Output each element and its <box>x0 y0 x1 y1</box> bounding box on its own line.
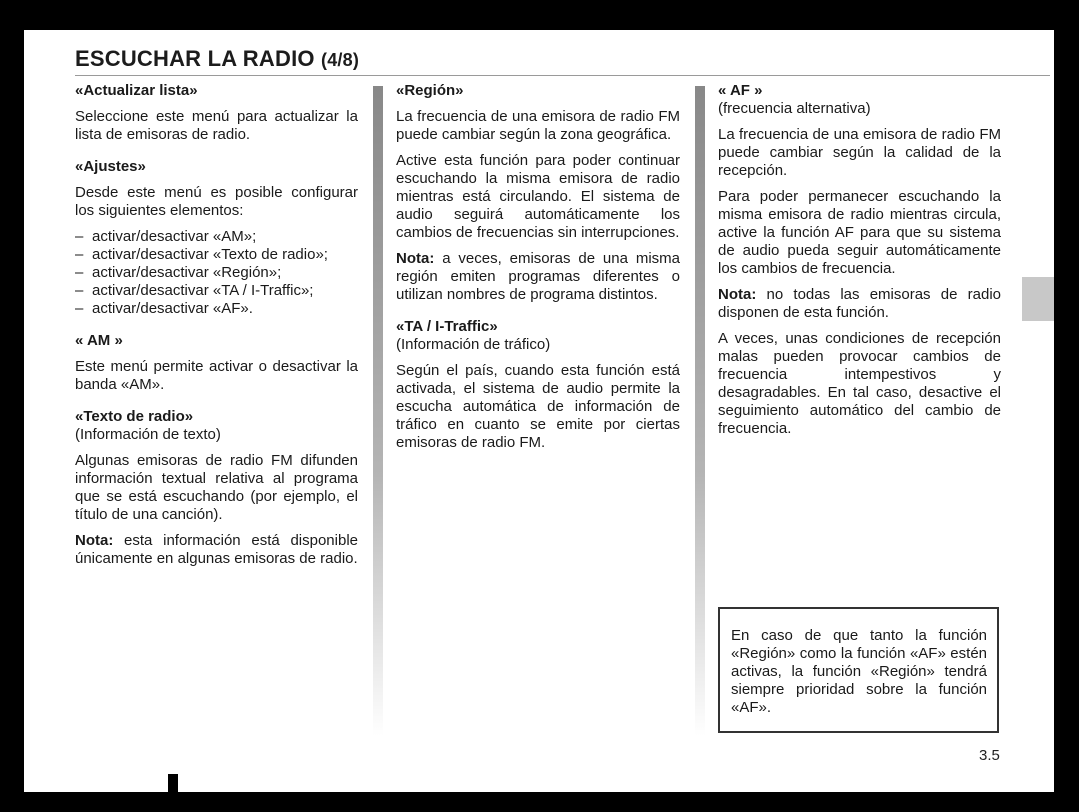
note-text: no todas las emisoras de radio disponen de esta función. <box>718 286 1001 321</box>
manual-page <box>24 30 1054 792</box>
ta-traffic-heading: «TA / I-Traffic» <box>396 318 498 335</box>
binding-mark <box>168 774 178 792</box>
af-text-1: La frecuencia de una emisora de radio FM puede cambiar según la calidad de la recepción. <box>718 126 1001 179</box>
am-heading: « AM » <box>75 332 123 349</box>
texto-radio-text: Algunas emisoras de radio FM difunden información textual relativa al programa que se está escuchando (por ejemplo, el título de una canción). <box>75 452 358 523</box>
region-note <box>396 250 680 304</box>
af-heading: « AF » <box>718 82 763 99</box>
column-1 <box>75 82 358 568</box>
ajustes-heading: «Ajustes» <box>75 158 146 175</box>
priority-notice-box <box>718 607 999 733</box>
page-title <box>75 46 359 72</box>
ajustes-text: Desde este menú es posible configurar los siguientes elementos: <box>75 184 358 219</box>
note-label: Nota: <box>718 286 757 303</box>
af-note <box>718 286 1001 322</box>
note-label: Nota: <box>396 250 435 267</box>
title-underline <box>75 75 1050 76</box>
am-text: Este menú permite activar o desactivar la banda «AM». <box>75 358 358 393</box>
list-item: – activar/desactivar «Región»; <box>75 264 358 282</box>
texto-radio-subtitle: (Información de texto) <box>75 426 221 443</box>
note-text: esta información está disponible únicamente en algunas emisoras de radio. <box>75 532 358 567</box>
title-text: ESCUCHAR LA RADIO <box>75 46 315 71</box>
actualizar-lista-text: Seleccione este menú para actualizar la lista de emisoras de radio. <box>75 108 358 143</box>
note-text: a veces, emisoras de una misma región emiten programas diferentes o utilizan nombres de programa distintos. <box>396 250 680 303</box>
note-label: Nota: <box>75 532 114 549</box>
texto-radio-note <box>75 532 358 568</box>
region-heading: «Región» <box>396 82 464 99</box>
title-part-indicator: (4/8) <box>321 50 360 70</box>
list-item: – activar/desactivar «TA / I-Traffic»; <box>75 282 358 300</box>
actualizar-lista-heading: «Actualizar lista» <box>75 82 198 99</box>
list-item: – activar/desactivar «AM»; <box>75 228 358 246</box>
list-item: – activar/desactivar «Texto de radio»; <box>75 246 358 264</box>
column-3 <box>718 82 1001 438</box>
notice-text: En caso de que tanto la función «Región» como la función «AF» estén activas, la función «Región» tendrá siempre prioridad sobre la función «AF». <box>731 627 987 716</box>
af-text-3: A veces, unas condiciones de recepción malas pueden provocar cambios de frecuencia intempestivos y desagradables. En tal caso, desactive el seguimiento automático del cambio de frecuencia. <box>718 330 1001 437</box>
region-text-1: La frecuencia de una emisora de radio FM puede cambiar según la zona geográfica. <box>396 108 680 143</box>
chapter-tab <box>1022 277 1054 321</box>
region-text-2: Active esta función para poder continuar escuchando la misma emisora de radio mientras está circulando. El sistema de audio seguirá automáticamente los cambios de frecuencias sin interrupciones. <box>396 152 680 241</box>
list-item: – activar/desactivar «AF». <box>75 300 358 318</box>
column-2 <box>396 82 680 452</box>
column-divider <box>695 86 705 736</box>
column-divider <box>373 86 383 736</box>
ta-traffic-text: Según el país, cuando esta función está activada, el sistema de audio permite la escucha automática de información de tráfico en cuanto se emite por ciertas emisoras de radio FM. <box>396 362 680 451</box>
af-subtitle: (frecuencia alternativa) <box>718 100 871 117</box>
texto-radio-heading: «Texto de radio» <box>75 408 194 425</box>
page-number: 3.5 <box>979 747 1000 764</box>
ajustes-list <box>75 228 358 318</box>
af-text-2: Para poder permanecer escuchando la misma emisora de radio mientras circula, active la función AF para que su sistema de audio pueda seguir automáticamente los cambios de frecuencia. <box>718 188 1001 277</box>
ta-traffic-subtitle: (Información de tráfico) <box>396 336 551 353</box>
